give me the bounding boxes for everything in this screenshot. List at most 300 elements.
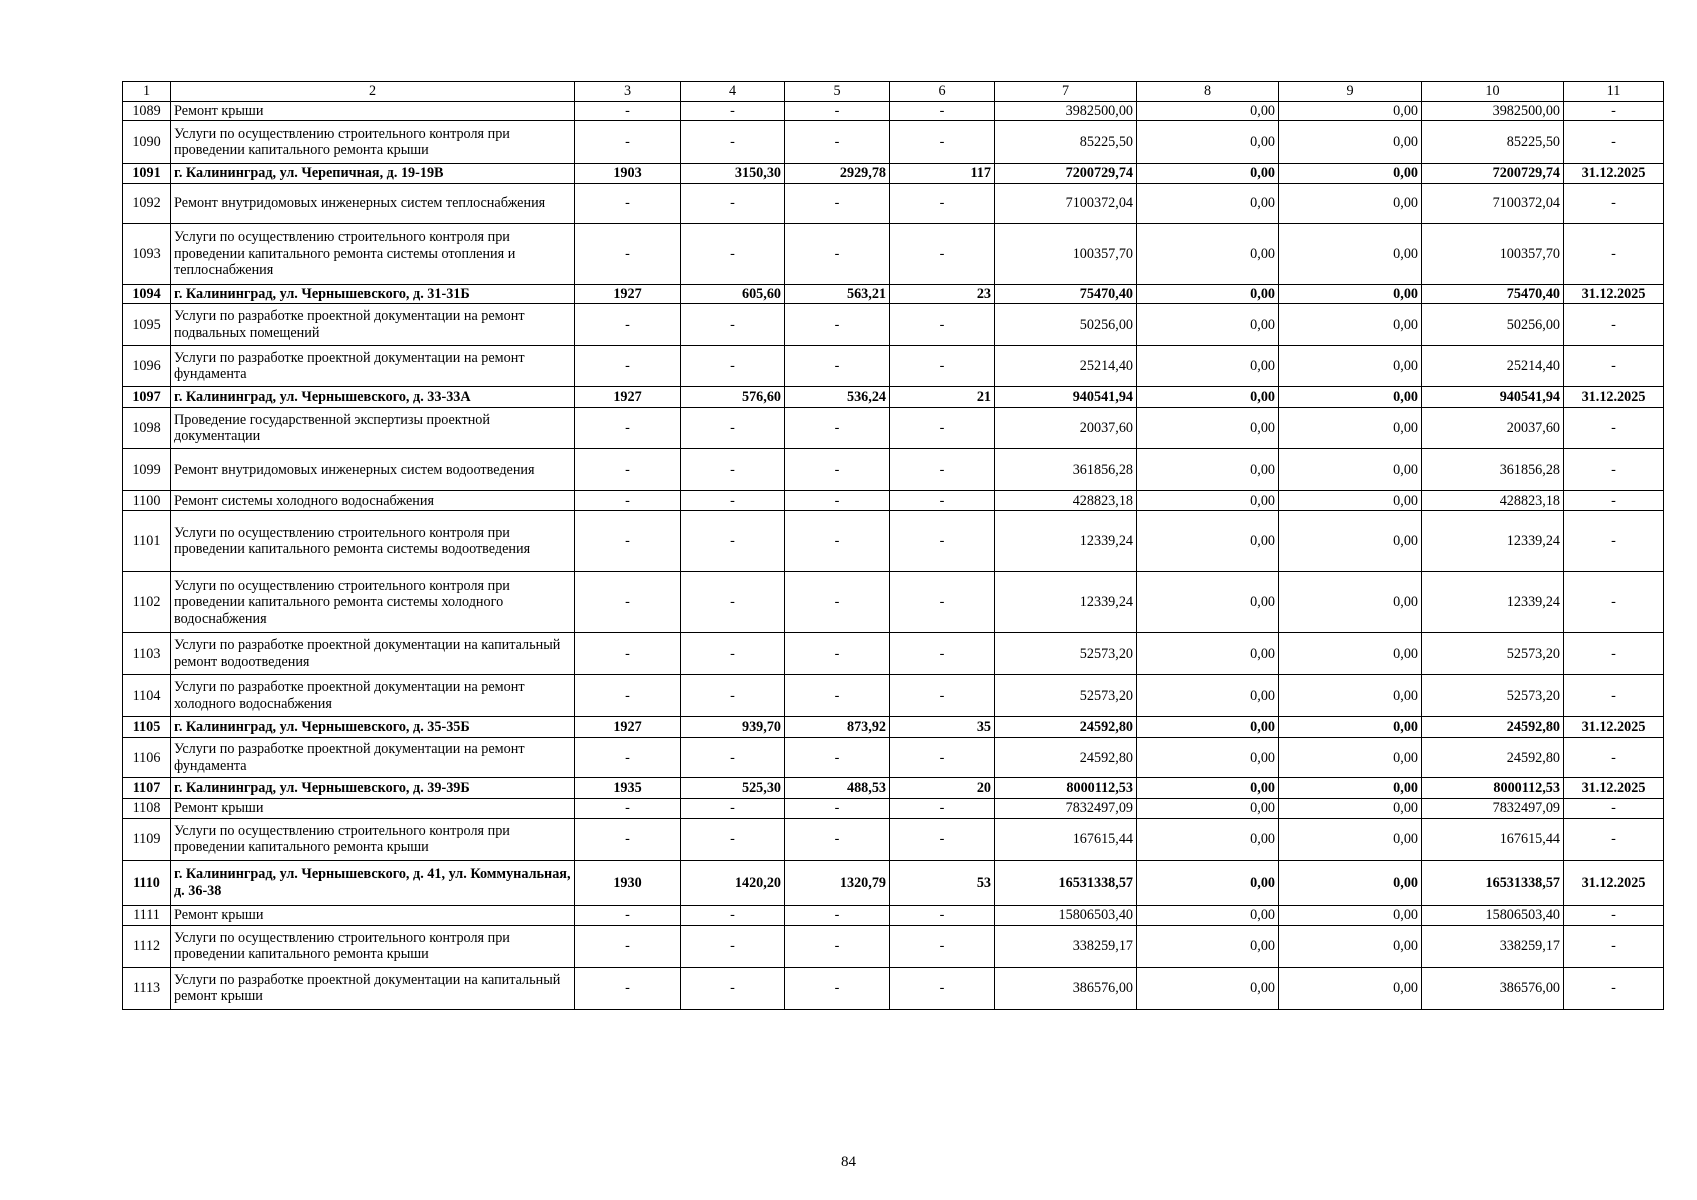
- col7-cell: 12339,24: [995, 572, 1137, 633]
- col5-cell: 873,92: [785, 717, 890, 738]
- col3-cell: -: [575, 223, 681, 284]
- col10-cell: 3982500,00: [1422, 102, 1564, 121]
- row-number-cell: 1101: [123, 511, 171, 572]
- col10-cell: 361856,28: [1422, 449, 1564, 491]
- col9-cell: 0,00: [1279, 572, 1422, 633]
- row-number-cell: 1093: [123, 223, 171, 284]
- col7-cell: 24592,80: [995, 738, 1137, 778]
- row-number-cell: 1109: [123, 818, 171, 860]
- item-name-cell: Услуги по разработке проектной документации на капитальный ремонт крыши: [171, 967, 575, 1009]
- col11-cell: 31.12.2025: [1564, 387, 1664, 408]
- col8-cell: 0,00: [1137, 183, 1279, 223]
- col7-cell: 7832497,09: [995, 799, 1137, 818]
- col8-cell: 0,00: [1137, 717, 1279, 738]
- col6-cell: 35: [890, 717, 995, 738]
- col3-cell: -: [575, 905, 681, 925]
- col8-cell: 0,00: [1137, 304, 1279, 346]
- col10-cell: 15806503,40: [1422, 905, 1564, 925]
- row-number-cell: 1110: [123, 860, 171, 905]
- col6-cell: 23: [890, 284, 995, 303]
- col7-cell: 100357,70: [995, 223, 1137, 284]
- col7-cell: 940541,94: [995, 387, 1137, 408]
- col9-cell: 0,00: [1279, 449, 1422, 491]
- item-name-cell: Ремонт внутридомовых инженерных систем водоотведения: [171, 449, 575, 491]
- col10-cell: 7832497,09: [1422, 799, 1564, 818]
- col9-cell: 0,00: [1279, 717, 1422, 738]
- item-name-cell: Услуги по осуществлению строительного контроля при проведении капитального ремонта крыши: [171, 925, 575, 967]
- col6-cell: -: [890, 346, 995, 387]
- table-row: [123, 778, 1664, 799]
- col3-cell: 1927: [575, 284, 681, 303]
- table-row: [123, 121, 1664, 164]
- item-name-cell: г. Калининград, ул. Чернышевского, д. 33-33А: [171, 387, 575, 408]
- col5-cell: -: [785, 967, 890, 1009]
- col4-cell: 605,60: [681, 284, 785, 303]
- col3-cell: 1930: [575, 860, 681, 905]
- col5-cell: -: [785, 633, 890, 675]
- col6-cell: -: [890, 633, 995, 675]
- col5-cell: -: [785, 925, 890, 967]
- row-number-cell: 1106: [123, 738, 171, 778]
- col10-cell: 12339,24: [1422, 572, 1564, 633]
- col10-cell: 428823,18: [1422, 491, 1564, 511]
- col4-cell: -: [681, 304, 785, 346]
- row-number-cell: 1102: [123, 572, 171, 633]
- col5-cell: -: [785, 738, 890, 778]
- col3-cell: 1935: [575, 778, 681, 799]
- table-row: [123, 387, 1664, 408]
- col4-cell: -: [681, 967, 785, 1009]
- col3-cell: -: [575, 818, 681, 860]
- col10-cell: 25214,40: [1422, 346, 1564, 387]
- row-number-cell: 1098: [123, 408, 171, 449]
- table-row: [123, 346, 1664, 387]
- col6-cell: -: [890, 183, 995, 223]
- table-row: [123, 572, 1664, 633]
- col5-cell: 563,21: [785, 284, 890, 303]
- item-name-cell: Услуги по осуществлению строительного контроля при проведении капитального ремонта крыши: [171, 121, 575, 164]
- col9-cell: 0,00: [1279, 387, 1422, 408]
- col3-cell: -: [575, 121, 681, 164]
- table-row: [123, 799, 1664, 818]
- table-row: [123, 223, 1664, 284]
- col11-cell: -: [1564, 738, 1664, 778]
- col9-cell: 0,00: [1279, 121, 1422, 164]
- col9-cell: 0,00: [1279, 346, 1422, 387]
- col7-cell: 8000112,53: [995, 778, 1137, 799]
- col5-cell: -: [785, 408, 890, 449]
- col5-cell: -: [785, 491, 890, 511]
- col10-cell: 20037,60: [1422, 408, 1564, 449]
- col6-cell: 21: [890, 387, 995, 408]
- col7-cell: 75470,40: [995, 284, 1137, 303]
- col6-cell: -: [890, 967, 995, 1009]
- col10-cell: 50256,00: [1422, 304, 1564, 346]
- table-row: [123, 449, 1664, 491]
- col10-cell: 7100372,04: [1422, 183, 1564, 223]
- col11-cell: -: [1564, 633, 1664, 675]
- col9-cell: 0,00: [1279, 408, 1422, 449]
- row-number-cell: 1108: [123, 799, 171, 818]
- col9-cell: 0,00: [1279, 675, 1422, 717]
- col11-cell: -: [1564, 967, 1664, 1009]
- col11-cell: -: [1564, 818, 1664, 860]
- column-header: 3: [575, 82, 681, 102]
- col7-cell: 85225,50: [995, 121, 1137, 164]
- col6-cell: -: [890, 738, 995, 778]
- col9-cell: 0,00: [1279, 511, 1422, 572]
- col8-cell: 0,00: [1137, 346, 1279, 387]
- column-header: 6: [890, 82, 995, 102]
- column-header: 2: [171, 82, 575, 102]
- col4-cell: -: [681, 102, 785, 121]
- col11-cell: -: [1564, 304, 1664, 346]
- col6-cell: 117: [890, 164, 995, 183]
- row-number-cell: 1112: [123, 925, 171, 967]
- row-number-cell: 1100: [123, 491, 171, 511]
- row-number-cell: 1113: [123, 967, 171, 1009]
- col3-cell: -: [575, 408, 681, 449]
- col10-cell: 386576,00: [1422, 967, 1564, 1009]
- col6-cell: -: [890, 491, 995, 511]
- col11-cell: -: [1564, 905, 1664, 925]
- col5-cell: -: [785, 304, 890, 346]
- col6-cell: -: [890, 572, 995, 633]
- table-row: [123, 967, 1664, 1009]
- col11-cell: -: [1564, 121, 1664, 164]
- col7-cell: 52573,20: [995, 633, 1137, 675]
- col8-cell: 0,00: [1137, 511, 1279, 572]
- table-body: [123, 102, 1664, 1010]
- col10-cell: 24592,80: [1422, 738, 1564, 778]
- col3-cell: -: [575, 633, 681, 675]
- col3-cell: -: [575, 967, 681, 1009]
- col4-cell: -: [681, 223, 785, 284]
- row-number-cell: 1094: [123, 284, 171, 303]
- item-name-cell: г. Калининград, ул. Чернышевского, д. 35-35Б: [171, 717, 575, 738]
- column-header: 9: [1279, 82, 1422, 102]
- col8-cell: 0,00: [1137, 223, 1279, 284]
- col8-cell: 0,00: [1137, 387, 1279, 408]
- col6-cell: -: [890, 675, 995, 717]
- table-row: [123, 675, 1664, 717]
- col10-cell: 16531338,57: [1422, 860, 1564, 905]
- col8-cell: 0,00: [1137, 408, 1279, 449]
- col6-cell: 20: [890, 778, 995, 799]
- table-row: [123, 102, 1664, 121]
- item-name-cell: Проведение государственной экспертизы проектной документации: [171, 408, 575, 449]
- col5-cell: -: [785, 905, 890, 925]
- col3-cell: -: [575, 675, 681, 717]
- col11-cell: -: [1564, 346, 1664, 387]
- col7-cell: 52573,20: [995, 675, 1137, 717]
- col10-cell: 24592,80: [1422, 717, 1564, 738]
- col9-cell: 0,00: [1279, 491, 1422, 511]
- item-name-cell: Ремонт системы холодного водоснабжения: [171, 491, 575, 511]
- row-number-cell: 1103: [123, 633, 171, 675]
- col9-cell: 0,00: [1279, 223, 1422, 284]
- col11-cell: 31.12.2025: [1564, 778, 1664, 799]
- col5-cell: -: [785, 799, 890, 818]
- col3-cell: -: [575, 572, 681, 633]
- col3-cell: -: [575, 738, 681, 778]
- col4-cell: 939,70: [681, 717, 785, 738]
- col11-cell: -: [1564, 408, 1664, 449]
- col7-cell: 361856,28: [995, 449, 1137, 491]
- column-header: 7: [995, 82, 1137, 102]
- col7-cell: 12339,24: [995, 511, 1137, 572]
- col10-cell: 75470,40: [1422, 284, 1564, 303]
- item-name-cell: г. Калининград, ул. Чернышевского, д. 31-31Б: [171, 284, 575, 303]
- col9-cell: 0,00: [1279, 304, 1422, 346]
- col10-cell: 8000112,53: [1422, 778, 1564, 799]
- col5-cell: 1320,79: [785, 860, 890, 905]
- item-name-cell: Услуги по разработке проектной документации на ремонт фундамента: [171, 346, 575, 387]
- col9-cell: 0,00: [1279, 738, 1422, 778]
- col7-cell: 386576,00: [995, 967, 1137, 1009]
- col9-cell: 0,00: [1279, 284, 1422, 303]
- col4-cell: -: [681, 572, 785, 633]
- col5-cell: 536,24: [785, 387, 890, 408]
- table-row: [123, 717, 1664, 738]
- col8-cell: 0,00: [1137, 967, 1279, 1009]
- table-row: [123, 491, 1664, 511]
- item-name-cell: Услуги по осуществлению строительного контроля при проведении капитального ремонта системы холодного водоснабжения: [171, 572, 575, 633]
- item-name-cell: Услуги по осуществлению строительного контроля при проведении капитального ремонта крыши: [171, 818, 575, 860]
- col4-cell: -: [681, 491, 785, 511]
- col9-cell: 0,00: [1279, 925, 1422, 967]
- col5-cell: -: [785, 346, 890, 387]
- col11-cell: -: [1564, 449, 1664, 491]
- row-number-cell: 1090: [123, 121, 171, 164]
- item-name-cell: Ремонт крыши: [171, 799, 575, 818]
- item-name-cell: г. Калининград, ул. Чернышевского, д. 39-39Б: [171, 778, 575, 799]
- col9-cell: 0,00: [1279, 778, 1422, 799]
- item-name-cell: Услуги по разработке проектной документации на капитальный ремонт водоотведения: [171, 633, 575, 675]
- page-number: 84: [841, 1154, 856, 1170]
- col8-cell: 0,00: [1137, 738, 1279, 778]
- col7-cell: 24592,80: [995, 717, 1137, 738]
- col11-cell: -: [1564, 572, 1664, 633]
- col7-cell: 338259,17: [995, 925, 1137, 967]
- column-header: 4: [681, 82, 785, 102]
- table-row: [123, 164, 1664, 183]
- col5-cell: -: [785, 572, 890, 633]
- col9-cell: 0,00: [1279, 633, 1422, 675]
- col7-cell: 25214,40: [995, 346, 1137, 387]
- row-number-cell: 1111: [123, 905, 171, 925]
- col9-cell: 0,00: [1279, 818, 1422, 860]
- col4-cell: -: [681, 675, 785, 717]
- col8-cell: 0,00: [1137, 449, 1279, 491]
- col8-cell: 0,00: [1137, 675, 1279, 717]
- row-number-cell: 1089: [123, 102, 171, 121]
- col5-cell: -: [785, 121, 890, 164]
- col8-cell: 0,00: [1137, 491, 1279, 511]
- col11-cell: -: [1564, 799, 1664, 818]
- col10-cell: 100357,70: [1422, 223, 1564, 284]
- item-name-cell: Ремонт внутридомовых инженерных систем теплоснабжения: [171, 183, 575, 223]
- col10-cell: 52573,20: [1422, 633, 1564, 675]
- col10-cell: 167615,44: [1422, 818, 1564, 860]
- col6-cell: -: [890, 223, 995, 284]
- col9-cell: 0,00: [1279, 860, 1422, 905]
- col4-cell: -: [681, 633, 785, 675]
- col4-cell: -: [681, 818, 785, 860]
- table-row: [123, 738, 1664, 778]
- col3-cell: -: [575, 102, 681, 121]
- col8-cell: 0,00: [1137, 164, 1279, 183]
- col4-cell: -: [681, 799, 785, 818]
- col8-cell: 0,00: [1137, 572, 1279, 633]
- col6-cell: -: [890, 511, 995, 572]
- col10-cell: 7200729,74: [1422, 164, 1564, 183]
- table-row: [123, 284, 1664, 303]
- col4-cell: -: [681, 738, 785, 778]
- col11-cell: 31.12.2025: [1564, 164, 1664, 183]
- col9-cell: 0,00: [1279, 102, 1422, 121]
- row-number-cell: 1091: [123, 164, 171, 183]
- col8-cell: 0,00: [1137, 778, 1279, 799]
- row-number-cell: 1104: [123, 675, 171, 717]
- col10-cell: 940541,94: [1422, 387, 1564, 408]
- column-header: 8: [1137, 82, 1279, 102]
- col4-cell: 576,60: [681, 387, 785, 408]
- row-number-cell: 1096: [123, 346, 171, 387]
- column-header: 11: [1564, 82, 1664, 102]
- col8-cell: 0,00: [1137, 799, 1279, 818]
- col5-cell: 2929,78: [785, 164, 890, 183]
- col8-cell: 0,00: [1137, 905, 1279, 925]
- col11-cell: -: [1564, 102, 1664, 121]
- column-header: 5: [785, 82, 890, 102]
- row-number-cell: 1107: [123, 778, 171, 799]
- col6-cell: -: [890, 304, 995, 346]
- col10-cell: 12339,24: [1422, 511, 1564, 572]
- row-number-cell: 1092: [123, 183, 171, 223]
- col6-cell: -: [890, 818, 995, 860]
- row-number-cell: 1099: [123, 449, 171, 491]
- col3-cell: 1927: [575, 717, 681, 738]
- col9-cell: 0,00: [1279, 164, 1422, 183]
- col5-cell: -: [785, 223, 890, 284]
- col8-cell: 0,00: [1137, 818, 1279, 860]
- item-name-cell: Ремонт крыши: [171, 102, 575, 121]
- col11-cell: -: [1564, 491, 1664, 511]
- row-number-cell: 1105: [123, 717, 171, 738]
- col7-cell: 16531338,57: [995, 860, 1137, 905]
- col5-cell: -: [785, 675, 890, 717]
- col10-cell: 52573,20: [1422, 675, 1564, 717]
- item-name-cell: г. Калининград, ул. Чернышевского, д. 41, ул. Коммунальная, д. 36-38: [171, 860, 575, 905]
- col11-cell: 31.12.2025: [1564, 717, 1664, 738]
- col8-cell: 0,00: [1137, 633, 1279, 675]
- col9-cell: 0,00: [1279, 183, 1422, 223]
- table-row: [123, 860, 1664, 905]
- col11-cell: 31.12.2025: [1564, 284, 1664, 303]
- col6-cell: 53: [890, 860, 995, 905]
- row-number-cell: 1097: [123, 387, 171, 408]
- col11-cell: -: [1564, 511, 1664, 572]
- col3-cell: -: [575, 925, 681, 967]
- col4-cell: 3150,30: [681, 164, 785, 183]
- item-name-cell: Услуги по разработке проектной документации на ремонт фундамента: [171, 738, 575, 778]
- col4-cell: -: [681, 121, 785, 164]
- item-name-cell: Услуги по осуществлению строительного контроля при проведении капитального ремонта системы водоотведения: [171, 511, 575, 572]
- table-row: [123, 925, 1664, 967]
- col6-cell: -: [890, 121, 995, 164]
- capital-repair-table: [122, 81, 1664, 1010]
- col7-cell: 15806503,40: [995, 905, 1137, 925]
- table-row: [123, 633, 1664, 675]
- table-row: [123, 408, 1664, 449]
- col8-cell: 0,00: [1137, 860, 1279, 905]
- col4-cell: -: [681, 408, 785, 449]
- col4-cell: -: [681, 183, 785, 223]
- col6-cell: -: [890, 449, 995, 491]
- col8-cell: 0,00: [1137, 121, 1279, 164]
- table-row: [123, 304, 1664, 346]
- col3-cell: -: [575, 346, 681, 387]
- col7-cell: 50256,00: [995, 304, 1137, 346]
- table-row: [123, 818, 1664, 860]
- col9-cell: 0,00: [1279, 799, 1422, 818]
- col7-cell: 428823,18: [995, 491, 1137, 511]
- col5-cell: -: [785, 818, 890, 860]
- col10-cell: 338259,17: [1422, 925, 1564, 967]
- col6-cell: -: [890, 925, 995, 967]
- col4-cell: -: [681, 346, 785, 387]
- column-header: 10: [1422, 82, 1564, 102]
- col7-cell: 167615,44: [995, 818, 1137, 860]
- col4-cell: 1420,20: [681, 860, 785, 905]
- col4-cell: -: [681, 925, 785, 967]
- col11-cell: -: [1564, 183, 1664, 223]
- col11-cell: 31.12.2025: [1564, 860, 1664, 905]
- col11-cell: -: [1564, 223, 1664, 284]
- col7-cell: 7100372,04: [995, 183, 1137, 223]
- col10-cell: 85225,50: [1422, 121, 1564, 164]
- col9-cell: 0,00: [1279, 967, 1422, 1009]
- col3-cell: -: [575, 511, 681, 572]
- col8-cell: 0,00: [1137, 925, 1279, 967]
- col8-cell: 0,00: [1137, 102, 1279, 121]
- col6-cell: -: [890, 102, 995, 121]
- col5-cell: -: [785, 183, 890, 223]
- table-row: [123, 511, 1664, 572]
- col6-cell: -: [890, 408, 995, 449]
- column-number-header-row: [123, 82, 1664, 102]
- item-name-cell: г. Калининград, ул. Черепичная, д. 19-19В: [171, 164, 575, 183]
- col6-cell: -: [890, 799, 995, 818]
- col3-cell: -: [575, 183, 681, 223]
- col5-cell: -: [785, 511, 890, 572]
- col7-cell: 7200729,74: [995, 164, 1137, 183]
- col11-cell: -: [1564, 675, 1664, 717]
- col3-cell: -: [575, 449, 681, 491]
- col5-cell: -: [785, 102, 890, 121]
- col7-cell: 20037,60: [995, 408, 1137, 449]
- col3-cell: 1903: [575, 164, 681, 183]
- item-name-cell: Ремонт крыши: [171, 905, 575, 925]
- table-row: [123, 183, 1664, 223]
- col4-cell: -: [681, 905, 785, 925]
- col7-cell: 3982500,00: [995, 102, 1137, 121]
- col9-cell: 0,00: [1279, 905, 1422, 925]
- col6-cell: -: [890, 905, 995, 925]
- col3-cell: -: [575, 304, 681, 346]
- col8-cell: 0,00: [1137, 284, 1279, 303]
